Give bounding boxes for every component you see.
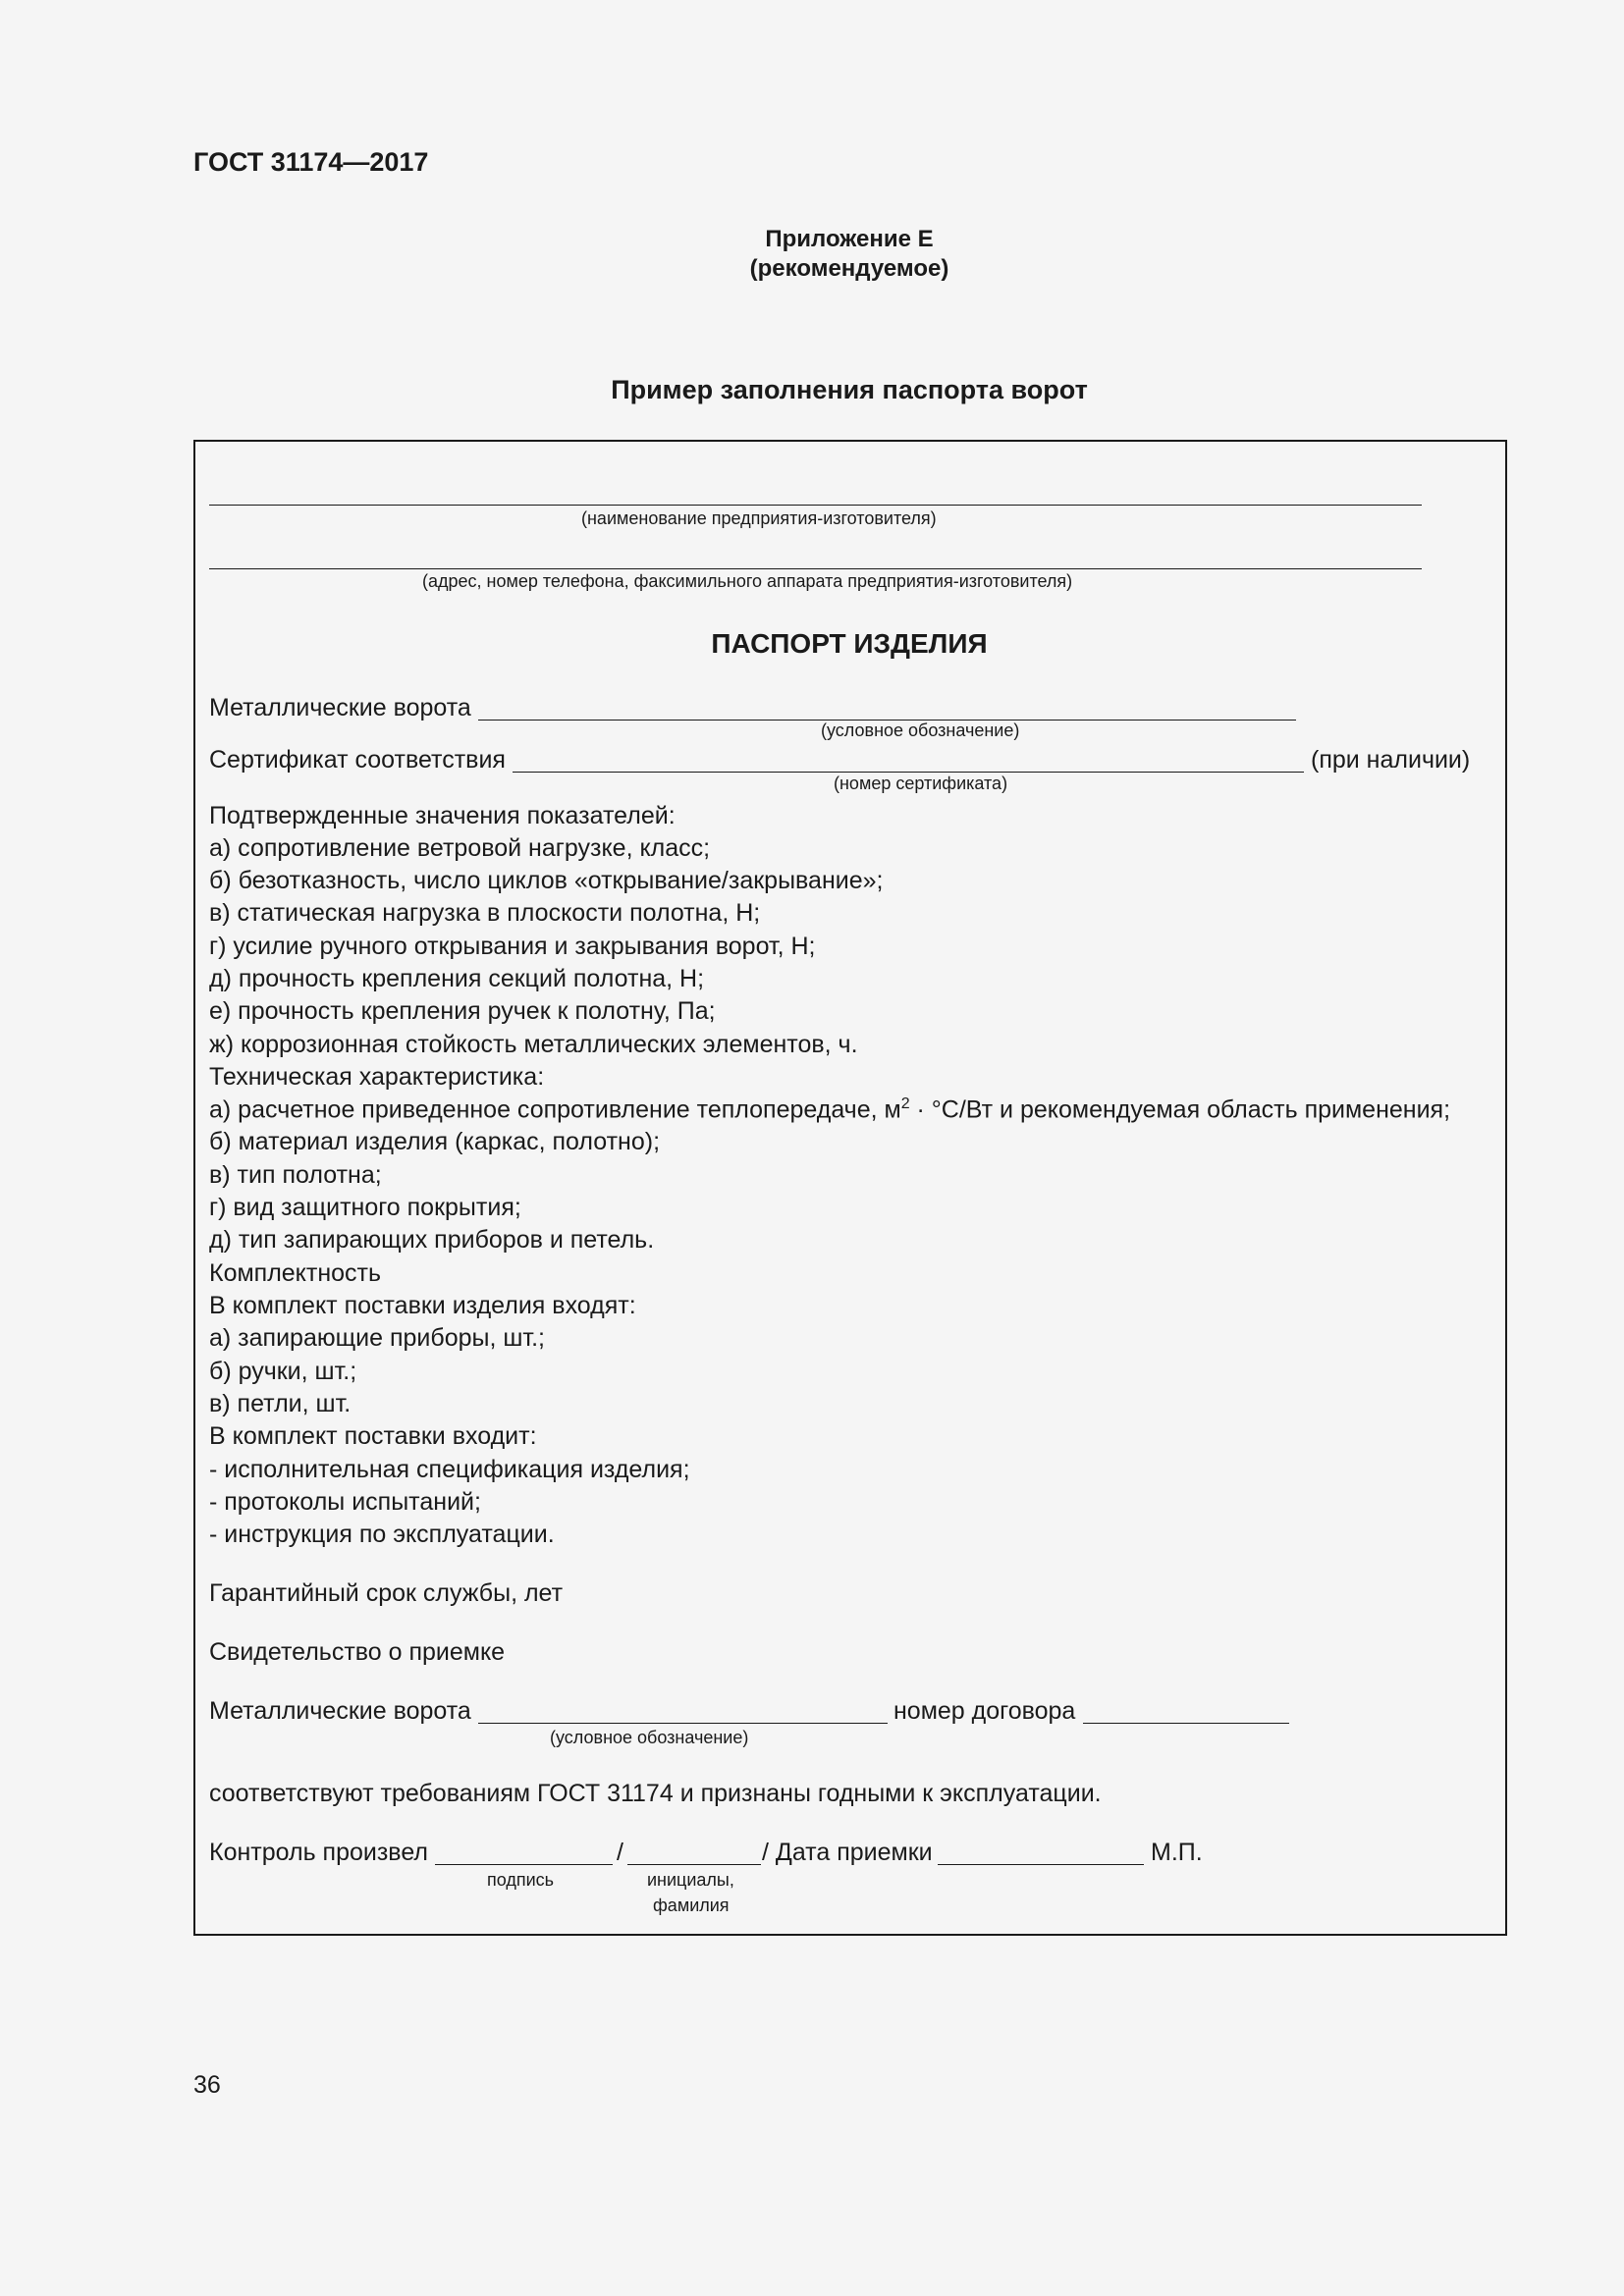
initials-caption: инициалы, bbox=[647, 1870, 734, 1890]
address-line bbox=[209, 568, 1422, 569]
surname-caption: фамилия bbox=[653, 1896, 730, 1915]
list-item: - протоколы испытаний; bbox=[209, 1488, 481, 1516]
page-number: 36 bbox=[193, 2071, 221, 2099]
tech-heading: Техническая характеристика: bbox=[209, 1063, 545, 1091]
certificate-label: Сертификат соответствия bbox=[209, 746, 506, 774]
gates-label: Металлические ворота bbox=[209, 694, 471, 721]
appendix-type: (рекомендуемое) bbox=[749, 255, 949, 282]
list-item: г) усилие ручного открывания и закрывания ворот, Н; bbox=[209, 933, 816, 960]
list-item: - исполнительная спецификация изделия; bbox=[209, 1456, 690, 1483]
stamp-label: М.П. bbox=[1151, 1839, 1203, 1866]
delivery-heading: В комплект поставки входит: bbox=[209, 1422, 537, 1450]
list-item: ж) коррозионная стойкость металлических элементов, ч. bbox=[209, 1031, 858, 1058]
signature-caption: подпись bbox=[487, 1870, 555, 1890]
certificate-suffix: (при наличии) bbox=[1311, 746, 1471, 774]
list-item: б) ручки, шт.; bbox=[209, 1358, 357, 1385]
compliance-text: соответствуют требованиям ГОСТ 31174 и признаны годными к эксплуатации. bbox=[209, 1780, 1102, 1807]
gates2-line bbox=[478, 1723, 888, 1724]
list-item: б) безотказность, число циклов «открывание/закрывание»; bbox=[209, 867, 884, 894]
passport-title: ПАСПОРТ ИЗДЕЛИЯ bbox=[711, 628, 988, 659]
appendix-title: Приложение Е bbox=[765, 226, 934, 252]
document-code: ГОСТ 31174—2017 bbox=[193, 147, 429, 177]
gates2-label: Металлические ворота bbox=[209, 1697, 471, 1725]
list-item: в) статическая нагрузка в плоскости полотна, Н; bbox=[209, 899, 761, 927]
initials-line bbox=[627, 1864, 761, 1865]
list-item: г) вид защитного покрытия; bbox=[209, 1194, 521, 1221]
indicators-heading: Подтвержденные значения показателей: bbox=[209, 802, 676, 829]
tech-a-text-end: · °С/Вт и рекомендуемая область применения; bbox=[909, 1095, 1451, 1124]
manufacturer-caption: (наименование предприятия-изготовителя) bbox=[581, 508, 937, 528]
list-item: а) запирающие приборы, шт.; bbox=[209, 1324, 546, 1352]
contract-line bbox=[1083, 1723, 1289, 1724]
page-title: Пример заполнения паспорта ворот bbox=[611, 375, 1088, 404]
certificate-line bbox=[513, 772, 1304, 773]
separator: / bbox=[617, 1839, 623, 1866]
manufacturer-line bbox=[209, 505, 1422, 506]
control-label: Контроль произвел bbox=[209, 1839, 428, 1866]
date-label: / Дата приемки bbox=[762, 1839, 933, 1866]
completeness-heading: Комплектность bbox=[209, 1259, 382, 1287]
certificate-caption: (номер сертификата) bbox=[834, 774, 1008, 793]
list-item: д) прочность крепления секций полотна, Н; bbox=[209, 965, 705, 992]
list-item: - инструкция по эксплуатации. bbox=[209, 1521, 555, 1548]
contract-label: номер договора bbox=[893, 1697, 1076, 1725]
list-item: б) материал изделия (каркас, полотно); bbox=[209, 1128, 661, 1155]
kit-heading: В комплект поставки изделия входят: bbox=[209, 1292, 636, 1319]
signature-line bbox=[435, 1864, 613, 1865]
tech-item-a bbox=[209, 1095, 1450, 1124]
gates2-caption: (условное обозначение) bbox=[550, 1728, 749, 1747]
acceptance-label: Свидетельство о приемке bbox=[209, 1638, 506, 1666]
tech-a-text: а) расчетное приведенное сопротивление теплопередаче, м bbox=[209, 1095, 901, 1124]
warranty-label: Гарантийный срок службы, лет bbox=[209, 1579, 564, 1607]
list-item: в) тип полотна; bbox=[209, 1161, 382, 1189]
list-item: е) прочность крепления ручек к полотну, Па; bbox=[209, 997, 716, 1025]
date-line bbox=[938, 1864, 1144, 1865]
list-item: д) тип запирающих приборов и петель. bbox=[209, 1226, 655, 1254]
list-item: в) петли, шт. bbox=[209, 1390, 352, 1417]
list-item: а) сопротивление ветровой нагрузке, класс; bbox=[209, 834, 711, 862]
tech-a-sup: 2 bbox=[900, 1095, 910, 1112]
gates-caption: (условное обозначение) bbox=[821, 721, 1020, 740]
address-caption: (адрес, номер телефона, факсимильного аппарата предприятия-изготовителя) bbox=[422, 571, 1073, 591]
